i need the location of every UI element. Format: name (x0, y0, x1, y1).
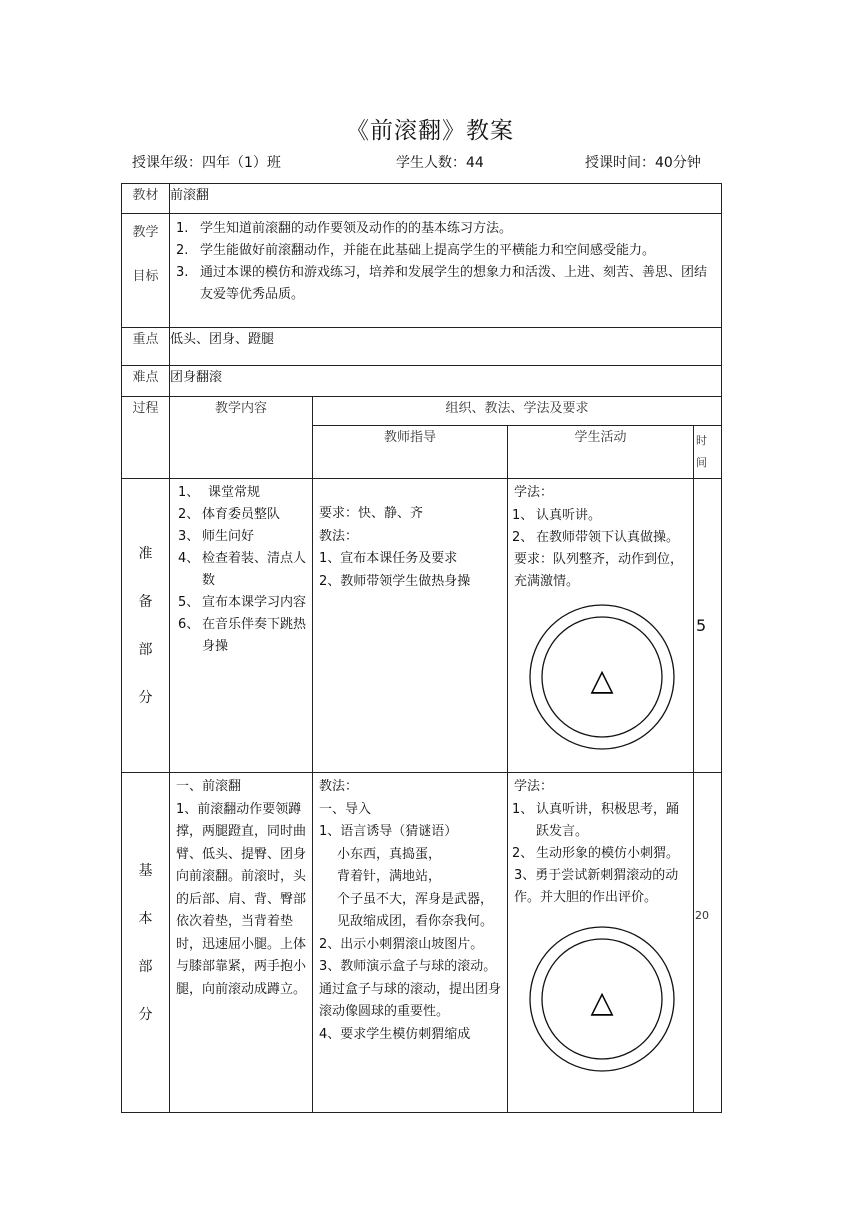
basic-teacher (313, 773, 508, 1113)
list-item: 1、宣布本课任务及要求 (319, 551, 458, 566)
prep-row (122, 479, 722, 773)
difficulty-label: 难点 (122, 366, 170, 397)
teacher-intro: 一、导入 (319, 801, 372, 817)
prep-content (170, 479, 313, 773)
teacher-marker-icon: △ (589, 662, 614, 698)
prep-teacher (313, 479, 508, 773)
org-header: 组织、教法、学法及要求 (313, 397, 722, 426)
teacher-item-4: 4、要求学生模仿刺猬缩成 (319, 1026, 471, 1042)
basic-phase-label: 基 本 部 分 (122, 773, 170, 1113)
grade-info: 授课年级：四年（1）班 (132, 155, 281, 171)
prep-time: 5 (694, 479, 722, 773)
list-item: 3、 师生问好 (178, 529, 255, 544)
teacher-method-label: 教法： (319, 779, 359, 794)
teacher-method-label: 教法： (319, 528, 359, 544)
material-value: 前滚翻 (170, 184, 722, 214)
basic-content-title: 一、前滚翻 (176, 779, 242, 794)
key-value: 低头、团身、蹬腿 (170, 328, 722, 366)
basic-student-list (508, 799, 689, 865)
material-label: 教材 (122, 184, 170, 214)
student-header: 学生活动 (508, 426, 694, 479)
key-row (122, 328, 722, 366)
goals-label-2: 目标 (132, 269, 159, 284)
list-item: 2、 体育委员整队 (178, 507, 281, 522)
goals-list (172, 218, 713, 306)
teacher-item-1: 1、语言诱导（猜谜语） (319, 824, 458, 839)
student-requirement: 要求：队列整齐，动作到位，充满激情。 (514, 551, 684, 589)
teacher-item-2: 2、出示小刺猬滚山坡图片。 (319, 936, 484, 952)
basic-student (508, 773, 694, 1113)
riddle-line: 个子虽不大，浑身是武器，见敌缩成团，看你奈我何。 (337, 891, 494, 929)
list-item: 2、 在教师带领下认真做操。 (512, 529, 680, 545)
difficulty-row (122, 366, 722, 397)
formation-diagram (527, 602, 677, 752)
riddle-line: 背着针，满地站， (337, 869, 442, 884)
list-item: 2、 生动形象的模仿小刺猬。 (512, 845, 680, 861)
goal-item: 1. 学生知道前滚翻的动作要领及动作的的基本练习方法。 (176, 221, 513, 236)
teacher-marker-icon: △ (589, 984, 614, 1020)
student-method-label: 学法： (514, 485, 554, 500)
goal-item: 3. 通过本课的模仿和游戏练习，培养和发展学生的想象力和活泼、上进、刻苦、善思、团结友爱等优秀品质。 (176, 265, 708, 302)
list-item: 1、 课堂常规 (178, 485, 261, 500)
time-info: 授课时间：40分钟 (585, 155, 701, 171)
basic-time: 20 (694, 773, 722, 1113)
time-header: 时 间 (694, 426, 722, 479)
student-method-label: 学法： (514, 779, 554, 794)
lesson-plan-table (121, 183, 722, 1113)
header-row-1 (122, 397, 722, 426)
basic-row (122, 773, 722, 1113)
formation-diagram (527, 924, 677, 1074)
page-title: 《前滚翻》教案 (346, 118, 514, 144)
list-item: 6、 在音乐伴奏下跳热身操 (178, 617, 307, 654)
material-row (122, 184, 722, 214)
content-header: 教学内容 (170, 397, 313, 479)
teacher-item-3: 3、教师演示盒子与球的滚动。通过盒子与球的滚动，提出团身滚动像圆球的重要性。 (319, 959, 502, 1019)
process-header: 过程 (122, 397, 170, 479)
students-info: 学生人数：44 (396, 155, 484, 171)
teacher-header: 教师指导 (313, 426, 508, 479)
goal-item: 2. 学生能做好前滚翻动作，并能在此基础上提高学生的平横能力和空间感受能力。 (176, 243, 656, 258)
list-item: 4、 检查着装、清点人数 (178, 551, 307, 588)
goals-label-1: 教学 (132, 225, 159, 240)
list-item: 1、 认真听讲，积极思考，踊跃发言。 (512, 801, 680, 839)
key-label: 重点 (122, 328, 170, 366)
prep-student (508, 479, 694, 773)
prep-student-list (508, 505, 689, 549)
student-item-3: 3、勇于尝试新刺猬滚动的动作。并大胆的作出评价。 (514, 867, 679, 905)
list-item: 5、 宣布本课学习内容 (178, 595, 307, 610)
riddle-line: 小东西，真捣蛋， (337, 846, 442, 862)
goals-label (122, 214, 170, 328)
basic-content-text: 1、前滚翻动作要领蹲撑，两腿蹬直，同时曲臂、低头、提臀、团身向前滚翻。前滚时，头的后部、肩、背、臀部依次着垫，当背着垫时，迅速屈小腿。上体与膝部靠紧，两手抱小腿，向前滚动成蹲立。 (176, 801, 307, 997)
prep-content-list (174, 482, 308, 658)
goals-value (170, 214, 722, 328)
basic-content (170, 773, 313, 1113)
list-item: 2、教师带领学生做热身操 (319, 573, 471, 589)
prep-phase-label: 准 备 部 分 (122, 479, 170, 773)
teacher-requirement: 要求：快、静、齐 (319, 506, 424, 521)
goals-row (122, 214, 722, 328)
list-item: 1、 认真听讲。 (512, 507, 602, 523)
difficulty-value: 团身翻滚 (170, 366, 722, 397)
